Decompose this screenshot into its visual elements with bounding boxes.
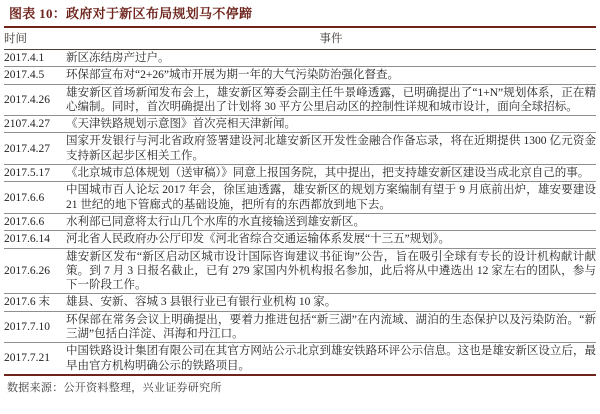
table-row bbox=[4, 231, 596, 248]
table-row bbox=[4, 248, 596, 294]
table-row bbox=[4, 213, 596, 230]
event-date: 2017.4.26 bbox=[4, 84, 66, 116]
event-description: 河北省人民政府办公厅印发《河北省综合交通运输体系发展“十三五”规划》。 bbox=[66, 231, 596, 248]
event-description: 《天津铁路规划示意图》首次亮相天津新闻。 bbox=[66, 116, 596, 133]
event-description: 环保部在常务会议上明确提出，要着力推进包括“新三湖”在内流域、湖泊的生态保护以及污染防治。“新三湖”包括白洋淀、洱海和丹江口。 bbox=[66, 311, 596, 343]
event-description: 中国城市百人论坛 2017 年会，徐匡迪透露，雄安新区的规划方案编制有望于 9 月底前出炉，雄安要建设 21 世纪的地下管廊式的基础设施，把所有的东西都放到地下去。 bbox=[66, 182, 596, 214]
event-description: 《北京城市总体规划（送审稿）》同意上报国务院，其中提出，把支持雄安新区建设当成北京自己的事。 bbox=[66, 165, 596, 182]
table-row bbox=[4, 133, 596, 165]
event-date: 2017.6.6 bbox=[4, 182, 66, 214]
event-description: 国家开发银行与河北省政府签署建设河北雄安新区开发性金融合作备忘录，将在近期提供 1300 亿元资金支持新区起步区相关工作。 bbox=[66, 133, 596, 165]
event-date: 2107.4.27 bbox=[4, 116, 66, 133]
event-date: 2017.4.1 bbox=[4, 50, 66, 67]
table-row bbox=[4, 182, 596, 214]
event-description: 环保部宣布对“2+26”城市开展为期一年的大气污染防治强化督查。 bbox=[66, 67, 596, 84]
event-description: 雄安新区发布“新区启动区城市设计国际咨询建议书征询”公告，旨在吸引全球有专长的设计机构献计献策。到 7 月 3 日报名截止，已有 279 家国内外机构报名参加，此后将从中遴选出 12 家左右的团队，参与下一阶段工作。 bbox=[66, 248, 596, 294]
event-date: 2017.7.10 bbox=[4, 311, 66, 343]
event-description: 新区冻结房产过户。 bbox=[66, 50, 596, 67]
figure-title: 图表 10：政府对于新区布局规划马不停蹄 bbox=[9, 6, 253, 21]
event-date: 2017.7.21 bbox=[4, 352, 50, 365]
table-row bbox=[4, 311, 596, 343]
table-body bbox=[4, 50, 596, 375]
event-date: 2017.4.5 bbox=[4, 67, 66, 84]
table-row bbox=[4, 67, 596, 84]
event-description: 中国铁路设计集团有限公司在其官方网站公示北京到雄安铁路环评公示信息。这也是雄安新区设立后，最早由官方机构明确公示的铁路项目。 bbox=[66, 345, 596, 372]
data-source-note: 数据来源：公开资料整理，兴业证券研究所 bbox=[7, 381, 222, 394]
table-row bbox=[4, 84, 596, 116]
event-date: 2017.6.6 bbox=[4, 213, 66, 230]
header-row bbox=[4, 27, 596, 50]
event-description: 雄安新区首场新闻发布会上，雄安新区筹委会副主任牛景峰透露，已明确提出了“1+N”规划体系，正在精心编制。同时，首次明确提出了计划将 30 平方公里启动区的控制性详规和城市设计，面向全球招标。 bbox=[66, 84, 596, 116]
event-date: 2017.6.26 bbox=[4, 248, 66, 294]
event-date: 2017.6.14 bbox=[4, 231, 66, 248]
event-date: 2017.6 末 bbox=[4, 294, 66, 311]
header-event: 事件 bbox=[66, 27, 596, 50]
table-row bbox=[4, 165, 596, 182]
table-header bbox=[4, 27, 596, 50]
header-time: 时间 bbox=[4, 27, 66, 50]
event-date: 2017.4.27 bbox=[4, 133, 66, 165]
event-date: 2017.5.17 bbox=[4, 165, 66, 182]
events-table bbox=[4, 26, 596, 376]
event-description: 水利部已同意将太行山几个水库的水直接输送到雄安新区。 bbox=[66, 213, 596, 230]
table-row bbox=[4, 50, 596, 67]
table-row bbox=[4, 116, 596, 133]
event-description: 雄县、安新、容城 3 县银行业已有银行业机构 10 家。 bbox=[66, 294, 596, 311]
table-row bbox=[4, 343, 596, 375]
table-row bbox=[4, 294, 596, 311]
